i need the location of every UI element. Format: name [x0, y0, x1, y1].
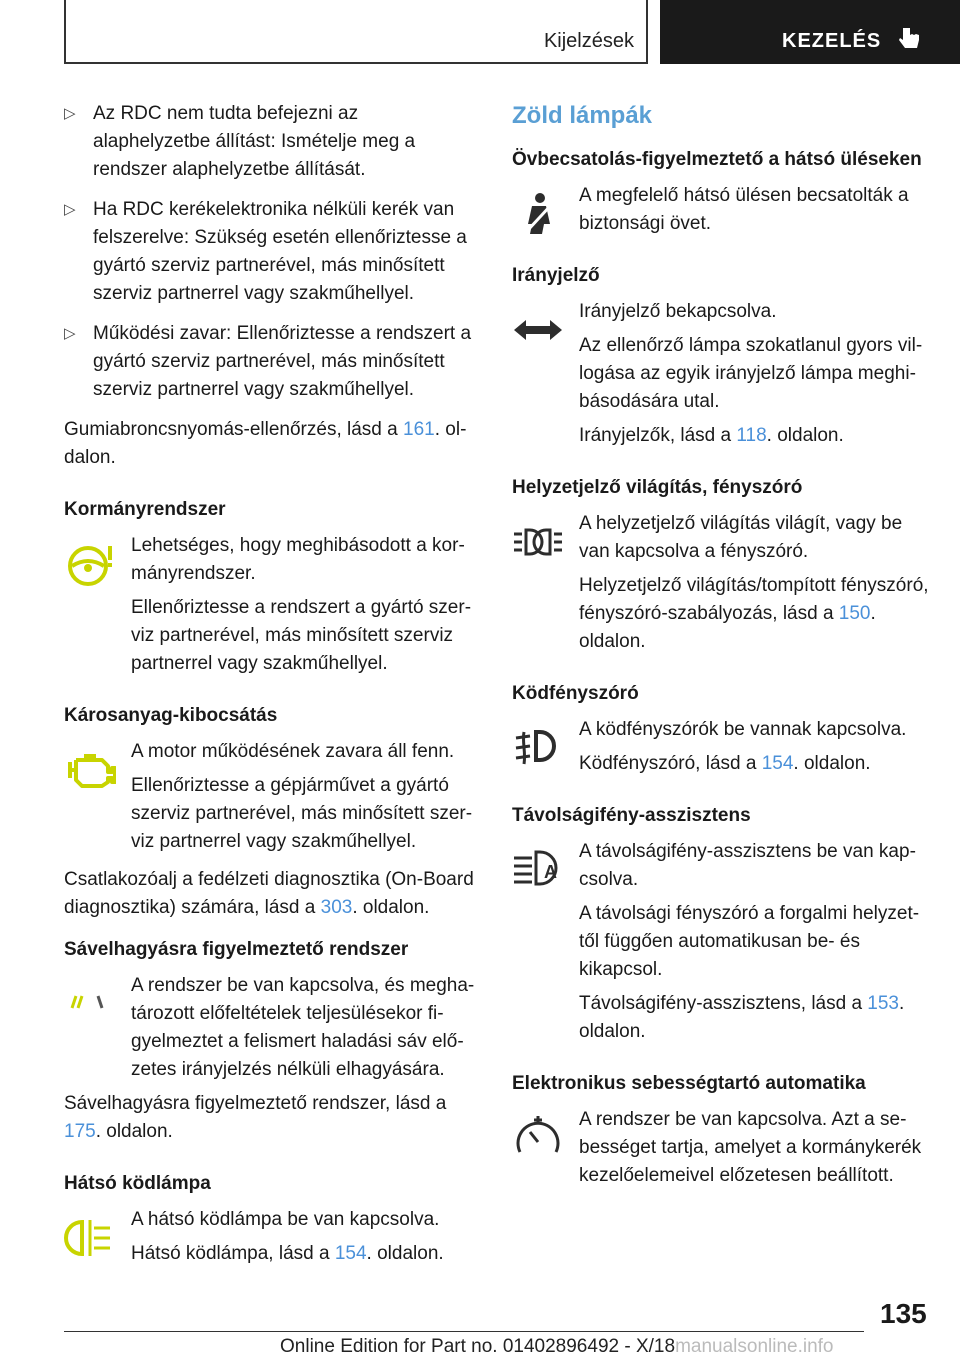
- parking-entry: A helyzetjelző világítás világít, vagy be van kapcsolva a fényszóró. Helyzetjelző világítás/tompított fényszóró, fényszóró-szabályozás, lásd a 150. oldalon.: [512, 510, 932, 656]
- tpms-reference: Gumiabroncsnyomás-ellenőrzés, lásd a 161. oldalon.: [64, 419, 467, 468]
- page-number: 135: [880, 1298, 927, 1329]
- parking-light-icon: [512, 516, 564, 568]
- steering-heading: Kormányrendszer: [64, 499, 226, 520]
- page-link[interactable]: 118: [736, 425, 767, 446]
- high-beam-assist-icon: [512, 844, 564, 896]
- page-link[interactable]: 161: [403, 419, 435, 440]
- lane-departure-icon: [64, 978, 116, 1030]
- turn-signal-icon: [512, 304, 564, 356]
- fog-entry: A ködfényszórók be vannak kapcsolva. Ködfényszóró, lásd a 154. oldalon.: [512, 716, 932, 778]
- lane-reference: Sávelhagyásra figyelmeztető rendszer, lásd a 175. oldalon.: [64, 1093, 447, 1142]
- seatbelt-icon: [512, 188, 564, 240]
- list-item: ▷ Működési zavar: Ellenőriztesse a rendszert a gyártó szerviz partnerével, más minősített szerviz partnerrel vagy szakműhellyel.: [64, 320, 480, 404]
- steering-entry: Lehetséges, hogy meghibásodott a kormányrendszer. Ellenőriztesse a rendszert a gyártó szerviz partnerével, más minősített szerviz partnerrel vagy szakműhellyel.: [64, 532, 480, 678]
- left-column: [64, 100, 480, 1274]
- highbeam-entry: A A távolságifény-asszisztens be van kapcsolva. A távolsági fényszóró a forgalmi helyzettől függően automatikusan be- és kikapcsol. Távolságifény-asszisztens, lásd a 153. oldalon.: [512, 838, 932, 1046]
- page-link[interactable]: 153: [867, 993, 899, 1014]
- section-title: Kijelzések: [543, 30, 634, 52]
- right-column: [512, 100, 932, 1196]
- page-link[interactable]: 303: [320, 897, 353, 918]
- triangle-bullet-icon: ▷: [64, 105, 76, 122]
- cruise-control-icon: [512, 1112, 564, 1164]
- belt-entry: A megfelelő hátsó ülésen becsatolták a biztonsági övet.: [512, 182, 932, 238]
- footer-edition: Online Edition for Part no. 01402896492 - X/18manualsonline.info: [280, 1336, 834, 1357]
- fog-light-icon: [512, 722, 564, 774]
- svg-text:A: A: [544, 862, 557, 882]
- lane-entry: A rendszer be van kapcsolva, és meghatározott előfeltételek teljesülésekor figyelmeztet a felismert haladási sáv előzetes irányjelzés nélküli elhagyására.: [64, 972, 480, 1084]
- highbeam-heading: Távolságifény-asszisztens: [512, 805, 751, 826]
- engine-warning-icon: [64, 744, 116, 796]
- cruise-heading: Elektronikus sebességtartó automatika: [512, 1073, 866, 1094]
- hand-pointer-icon: [898, 26, 920, 52]
- emission-entry: A motor működésének zavara áll fenn. Ellenőriztesse a gépjárművet a gyártó szerviz partnerével, más minősített szerviz partnerrel vagy szakműhellyel.: [64, 738, 480, 856]
- rearfog-entry: A hátsó ködlámpa be van kapcsolva. Hátsó ködlámpa, lásd a 154. oldalon.: [64, 1206, 480, 1268]
- page-link[interactable]: 175: [64, 1121, 96, 1142]
- obd-reference: Csatlakozóalj a fedélzeti diagnosztika (On-Board diagnosztika) számára, lásd a 303. oldalon.: [64, 869, 474, 918]
- header-left-box: [64, 0, 648, 64]
- header-chapter-box: [660, 0, 960, 64]
- page-link[interactable]: 154: [334, 1243, 367, 1264]
- cruise-entry: A rendszer be van kapcsolva. Azt a sebességet tartja, amelyet a kormánykerék kezelőelemeivel előzetesen beállított.: [512, 1106, 932, 1190]
- list-item: ▷ Ha RDC kerékelektronika nélküli kerék van felszerelve: Szükség esetén ellenőriztesse a gyártó szerviz partnerével, más minősített szerviz partnerrel vagy szakműhellyel.: [64, 196, 480, 308]
- fog-heading: Ködfényszóró: [512, 683, 639, 704]
- list-item: ▷ Az RDC nem tudta befejezni az alaphelyzetbe állítást: Ismételje meg a rendszer alaphelyzetbe állítását.: [64, 100, 480, 184]
- section-heading: Zöld lámpák: [512, 102, 653, 129]
- turn-heading: Irányjelző: [512, 265, 600, 286]
- footer-divider: [64, 1331, 864, 1332]
- triangle-bullet-icon: ▷: [64, 325, 76, 342]
- page-link[interactable]: 154: [761, 753, 794, 774]
- watermark: manualsonline.info: [675, 1336, 834, 1357]
- turn-entry: Irányjelző bekapcsolva. Az ellenőrző lámpa szokatlanul gyors villogása az egyik irányjelző lámpa meghibásodására utal. Irányjelzők, lásd a 118. oldalon.: [512, 298, 932, 450]
- page-link[interactable]: 150: [838, 603, 871, 624]
- steering-warning-icon: [64, 538, 116, 590]
- emission-heading: Károsanyag-kibocsátás: [64, 705, 278, 726]
- lane-heading: Sávelhagyásra figyelmeztető rendszer: [64, 939, 409, 960]
- rear-fog-light-icon: [64, 1212, 116, 1264]
- belt-heading: Övbecsatolás-figyelmeztető a hátsó üléseken: [512, 149, 922, 170]
- triangle-bullet-icon: ▷: [64, 201, 76, 218]
- parking-heading: Helyzetjelző világítás, fényszóró: [512, 477, 803, 498]
- rearfog-heading: Hátsó ködlámpa: [64, 1173, 211, 1194]
- chapter-title: KEZELÉS: [782, 30, 882, 52]
